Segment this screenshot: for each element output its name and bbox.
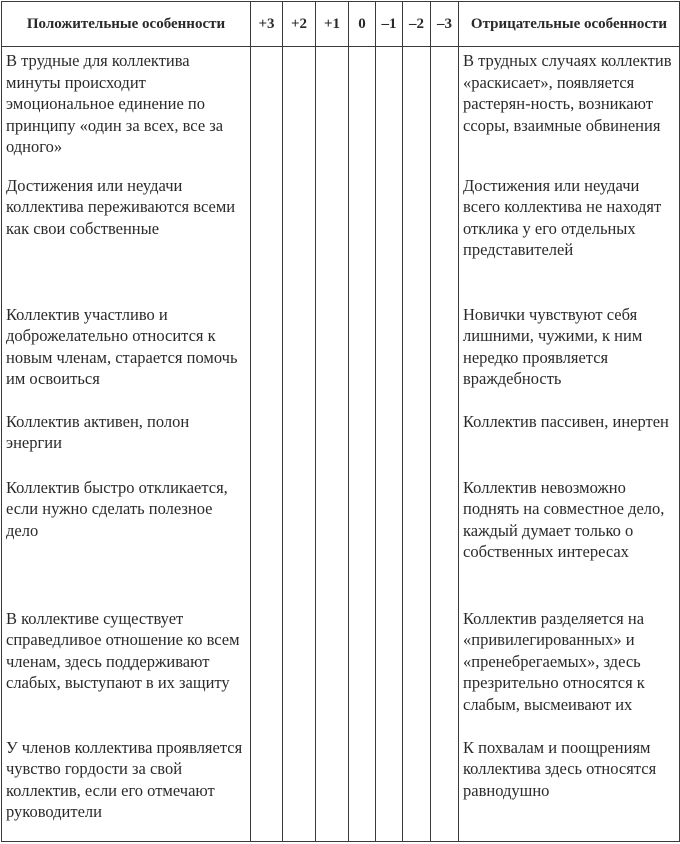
positive-trait: Коллектив активен, полон энергии: [2, 408, 251, 474]
table-row: [2, 474, 680, 605]
header-score-minus-3: –3: [431, 2, 459, 47]
score-cell-minus-3[interactable]: [431, 474, 459, 605]
table-row: [2, 47, 680, 172]
negative-trait: Новички чувствуют себя лишними, чужими, к ним нередко проявляется враждебность: [459, 301, 680, 408]
header-score-plus-3: +3: [251, 2, 283, 47]
table-row: [2, 408, 680, 474]
score-cell-minus-3[interactable]: [431, 734, 459, 842]
score-cell-plus-1[interactable]: [316, 734, 349, 842]
score-cell-plus-3[interactable]: [251, 301, 283, 408]
score-cell-minus-1[interactable]: [376, 47, 403, 172]
score-cell-minus-2[interactable]: [403, 408, 431, 474]
score-cell-minus-3[interactable]: [431, 47, 459, 172]
score-cell-zero[interactable]: [349, 172, 376, 301]
positive-trait: В трудные для коллектива минуты происходит эмоциональное единение по принципу «один за всех, все за одного»: [2, 47, 251, 172]
score-cell-zero[interactable]: [349, 605, 376, 734]
score-cell-zero[interactable]: [349, 734, 376, 842]
score-cell-plus-2[interactable]: [283, 47, 316, 172]
score-cell-minus-1[interactable]: [376, 301, 403, 408]
score-cell-zero[interactable]: [349, 301, 376, 408]
negative-trait: Коллектив невозможно поднять на совместное дело, каждый думает только о собственных интересах: [459, 474, 680, 605]
score-cell-minus-2[interactable]: [403, 734, 431, 842]
score-cell-plus-1[interactable]: [316, 47, 349, 172]
header-score-plus-2: +2: [283, 2, 316, 47]
negative-trait: Коллектив пассивен, инертен: [459, 408, 680, 474]
score-cell-plus-3[interactable]: [251, 605, 283, 734]
header-score-plus-1: +1: [316, 2, 349, 47]
positive-trait: Коллектив быстро откликается, если нужно сделать полезное дело: [2, 474, 251, 605]
table-row: [2, 734, 680, 842]
score-cell-minus-1[interactable]: [376, 408, 403, 474]
table-header-row: [2, 2, 680, 47]
header-score-zero: 0: [349, 2, 376, 47]
score-cell-plus-2[interactable]: [283, 301, 316, 408]
assessment-table: [1, 1, 680, 842]
negative-trait: Коллектив разделяется на «привилегированных» и «пренебрегаемых», здесь презрительно относятся к слабым, высмеивают их: [459, 605, 680, 734]
positive-trait: Достижения или неудачи коллектива переживаются всеми как свои собственные: [2, 172, 251, 301]
score-cell-minus-2[interactable]: [403, 301, 431, 408]
score-cell-plus-3[interactable]: [251, 734, 283, 842]
score-cell-minus-3[interactable]: [431, 172, 459, 301]
table-row: [2, 605, 680, 734]
score-cell-minus-2[interactable]: [403, 605, 431, 734]
score-cell-minus-3[interactable]: [431, 301, 459, 408]
score-cell-plus-1[interactable]: [316, 408, 349, 474]
score-cell-minus-3[interactable]: [431, 605, 459, 734]
score-cell-minus-1[interactable]: [376, 605, 403, 734]
header-negative: Отрицательные особенности: [459, 2, 680, 47]
score-cell-plus-3[interactable]: [251, 408, 283, 474]
score-cell-minus-2[interactable]: [403, 172, 431, 301]
score-cell-minus-2[interactable]: [403, 474, 431, 605]
score-cell-zero[interactable]: [349, 47, 376, 172]
score-cell-plus-2[interactable]: [283, 172, 316, 301]
score-cell-plus-1[interactable]: [316, 172, 349, 301]
score-cell-plus-1[interactable]: [316, 474, 349, 605]
score-cell-zero[interactable]: [349, 408, 376, 474]
table-row: [2, 172, 680, 301]
score-cell-minus-1[interactable]: [376, 734, 403, 842]
score-cell-plus-3[interactable]: [251, 172, 283, 301]
score-cell-plus-2[interactable]: [283, 408, 316, 474]
score-cell-minus-2[interactable]: [403, 47, 431, 172]
negative-trait: В трудных случаях коллектив «раскисает», появляется растерян-ность, возникают ссоры, взаимные обвинения: [459, 47, 680, 172]
score-cell-minus-1[interactable]: [376, 172, 403, 301]
score-cell-plus-1[interactable]: [316, 605, 349, 734]
score-cell-plus-1[interactable]: [316, 301, 349, 408]
header-score-minus-2: –2: [403, 2, 431, 47]
score-cell-zero[interactable]: [349, 474, 376, 605]
header-positive: Положительные особенности: [2, 2, 251, 47]
negative-trait: Достижения или неудачи всего коллектива не находят отклика у его отдельных представителей: [459, 172, 680, 301]
negative-trait: К похвалам и поощрениям коллектива здесь относятся равнодушно: [459, 734, 680, 842]
score-cell-minus-1[interactable]: [376, 474, 403, 605]
score-cell-plus-2[interactable]: [283, 605, 316, 734]
score-cell-minus-3[interactable]: [431, 408, 459, 474]
table-row: [2, 301, 680, 408]
score-cell-plus-3[interactable]: [251, 47, 283, 172]
score-cell-plus-2[interactable]: [283, 734, 316, 842]
score-cell-plus-3[interactable]: [251, 474, 283, 605]
positive-trait: В коллективе существует справедливое отношение ко всем членам, здесь поддерживают слабых, выступают в их защиту: [2, 605, 251, 734]
header-score-minus-1: –1: [376, 2, 403, 47]
score-cell-plus-2[interactable]: [283, 474, 316, 605]
positive-trait: У членов коллектива проявляется чувство гордости за свой коллектив, если его отмечают руководители: [2, 734, 251, 842]
positive-trait: Коллектив участливо и доброжелательно относится к новым членам, старается помочь им освоиться: [2, 301, 251, 408]
